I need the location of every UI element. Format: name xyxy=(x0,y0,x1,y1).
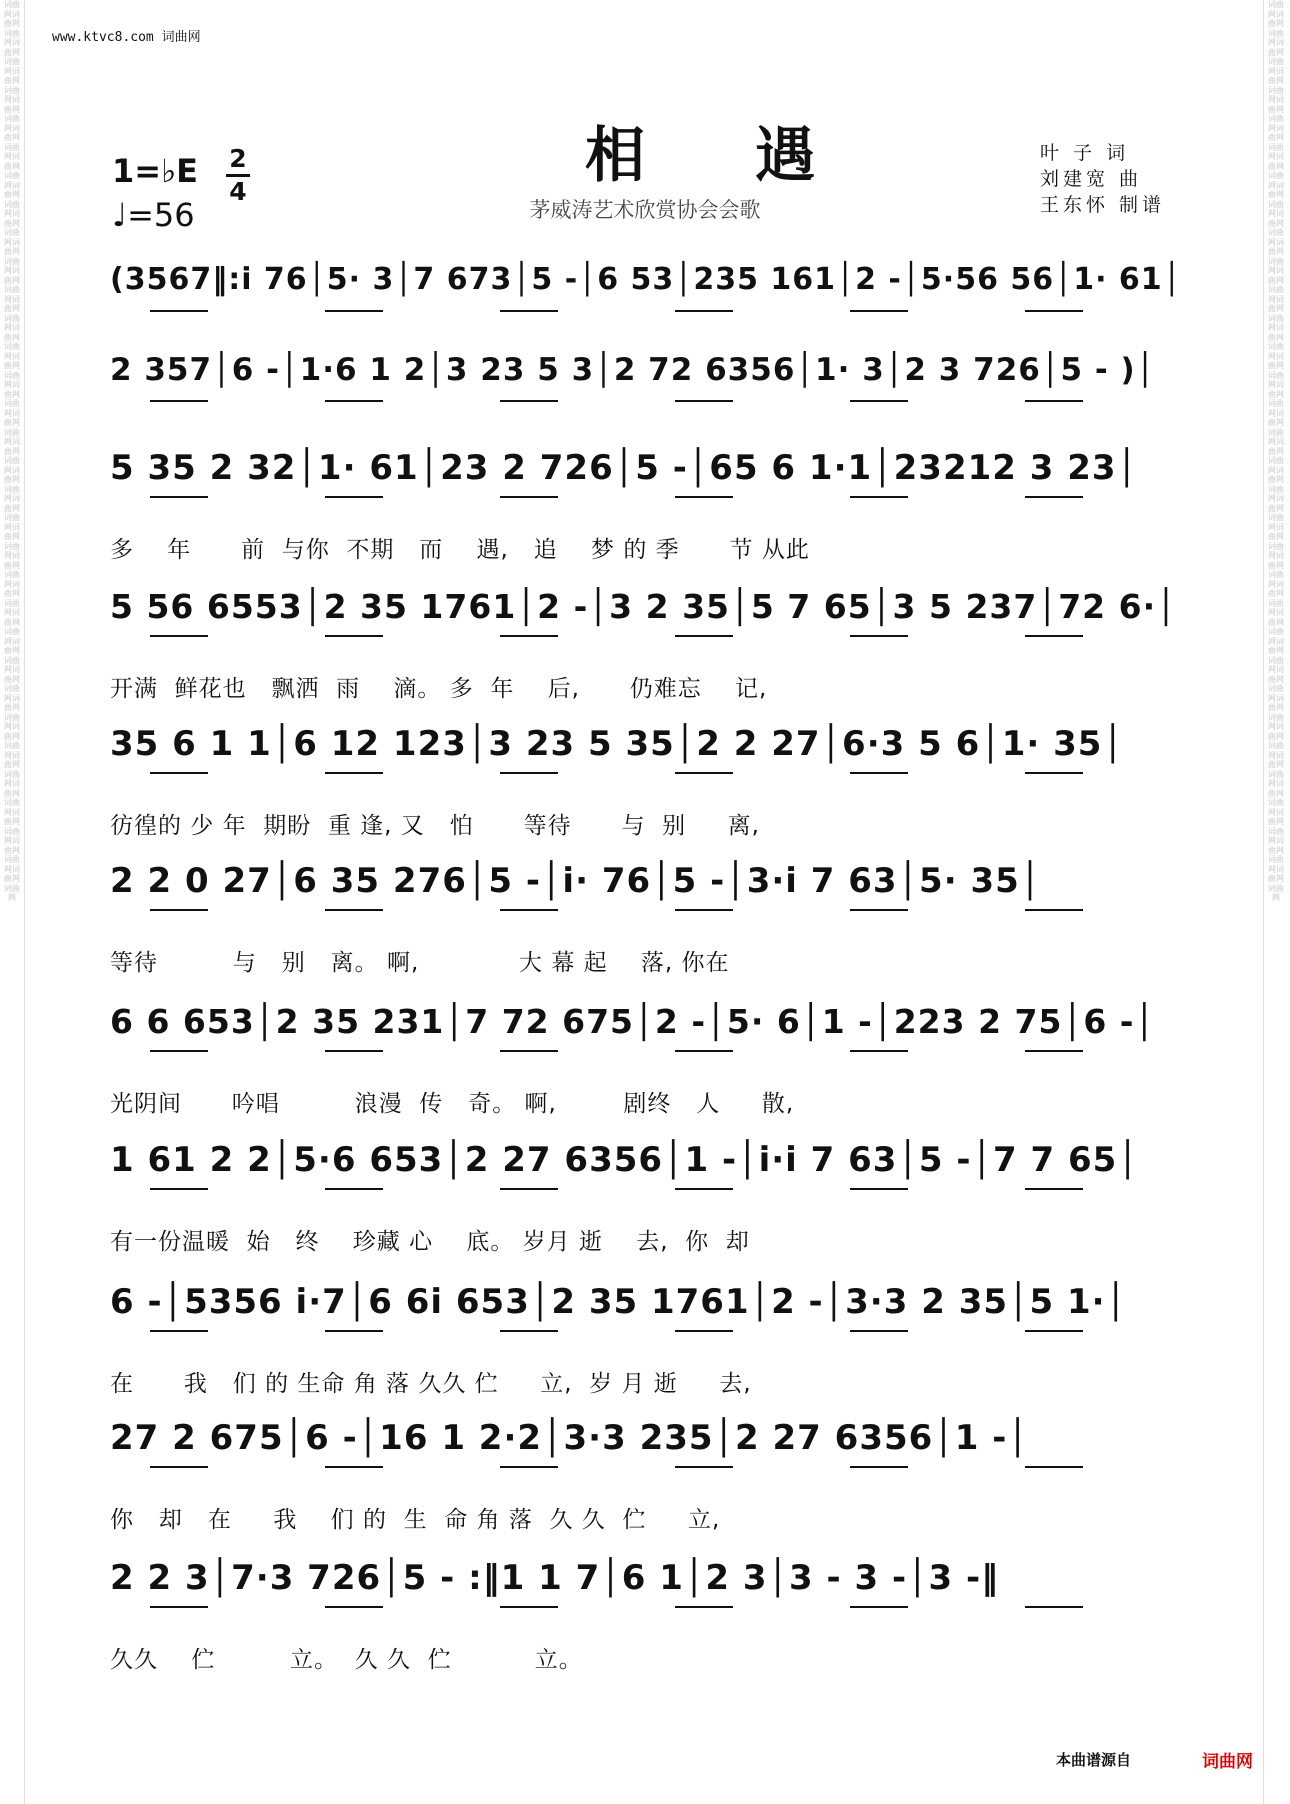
beam-underline xyxy=(150,1188,208,1190)
footer-source-label: 本曲谱源自 xyxy=(1056,1751,1132,1769)
beam-underline xyxy=(675,1606,733,1608)
beam-underline xyxy=(675,772,733,774)
beam-underline xyxy=(150,310,208,312)
beam-underline xyxy=(150,1466,208,1468)
footer-site-link[interactable]: 词曲网 xyxy=(1202,1752,1253,1772)
beam-underline xyxy=(850,1466,908,1468)
beam-underline xyxy=(325,1050,383,1052)
beam-underline xyxy=(675,909,733,911)
time-signature xyxy=(226,146,250,205)
lyrics-line: 多 年 前 与你 不期 而 遇, 追 梦 的 季 节 从此 xyxy=(110,537,810,563)
beam-underline xyxy=(150,1606,208,1608)
beam-underline xyxy=(150,496,208,498)
notation-line: 6 6 653│2 35 231│7 72 675│2 -│5· 6│1 -│223 2 75│6 -│ xyxy=(110,1002,1156,1041)
beam-underline xyxy=(500,1050,558,1052)
beam-underline xyxy=(500,310,558,312)
beam-underline xyxy=(850,496,908,498)
right-margin-watermark: 词曲网词曲网词曲网词曲网词曲网词曲网词曲网词曲网词曲网词曲网词曲网词曲网词曲网词曲网词曲网词曲网词曲网词曲网词曲网词曲网词曲网词曲网词曲网词曲网词曲网词曲网词曲网词曲网词曲网词曲网词曲网词曲网词曲网词曲网词曲网词曲网词曲网词曲网词曲网词曲网词曲网词曲网词曲网词曲网词曲网词曲网词曲网词曲网词曲网词曲网词曲网词曲网词曲网词曲网词曲网词曲网词曲网词曲网词曲网词曲网词曲网词曲网词曲网 xyxy=(1268,0,1284,902)
beam-underline xyxy=(325,1330,383,1332)
right-margin-line xyxy=(1263,0,1264,1804)
notation-line: 5 56 6553│2 35 1761│2 -│3 2 35│5 7 65│3 5 237│72 6·│ xyxy=(110,587,1177,626)
notation-line: 35 6 1 1│6 12 123│3 23 5 35│2 2 27│6·3 5 6│1· 35│ xyxy=(110,724,1124,764)
notation-line: 1 61 2 2│5·6 653│2 27 6356│1 -│i̇·i̇ 7 63│5 -│7 7 65│ xyxy=(110,1140,1139,1180)
notation-line: 2 2 3│7·3 726│5 - :‖1 1 7│6 1│2 3│3 - 3 -│3 -‖ xyxy=(110,1558,1000,1598)
notation-line: 2 357│6 -│1·6 1 2│3 23 5 3│2 72 6356│1· 3│2 3 726│5 - )│ xyxy=(110,352,1156,388)
key-signature: 1=♭E xyxy=(112,152,199,190)
beam-underline xyxy=(150,909,208,911)
beam-underline xyxy=(675,1050,733,1052)
beam-underline xyxy=(325,400,383,402)
beam-underline xyxy=(675,635,733,637)
beam-underline xyxy=(500,1330,558,1332)
beam-underline xyxy=(325,310,383,312)
beam-underline xyxy=(850,1050,908,1052)
lyrics-line: 彷徨的 少 年 期盼 重 逢, 又 怕 等待 与 别 离, xyxy=(110,813,760,839)
beam-underline xyxy=(150,772,208,774)
beam-underline xyxy=(850,1188,908,1190)
beam-underline xyxy=(1025,1466,1083,1468)
beam-underline xyxy=(675,400,733,402)
beam-underline xyxy=(1025,310,1083,312)
beam-underline xyxy=(325,1466,383,1468)
beam-underline xyxy=(675,1466,733,1468)
beam-underline xyxy=(150,1330,208,1332)
beam-underline xyxy=(325,635,383,637)
beam-underline xyxy=(325,1606,383,1608)
credit-composer: 刘建宽 曲 xyxy=(1040,168,1143,190)
beam-underline xyxy=(500,1466,558,1468)
beam-underline xyxy=(325,496,383,498)
credit-lyricist: 叶 子 词 xyxy=(1040,142,1130,164)
beam-underline xyxy=(1025,400,1083,402)
beam-underline xyxy=(850,909,908,911)
beam-underline xyxy=(150,635,208,637)
beam-underline xyxy=(1025,496,1083,498)
beam-underline xyxy=(500,635,558,637)
credit-transcriber: 王东怀 制谱 xyxy=(1040,194,1166,216)
beam-underline xyxy=(675,310,733,312)
notation-line: 6 -│5356 i̇·7│6 6i̇ 653│2 35 1761│2 -│3·3 2 35│5 1·│ xyxy=(110,1282,1128,1322)
credits xyxy=(1040,140,1165,218)
lyrics-line: 光阴间 吟唱 浪漫 传 奇。 啊, 剧终 人 散, xyxy=(110,1091,795,1117)
beam-underline xyxy=(850,310,908,312)
beam-underline xyxy=(1025,1606,1083,1608)
beam-underline xyxy=(675,1188,733,1190)
beam-underline xyxy=(1025,1050,1083,1052)
beam-underline xyxy=(1025,635,1083,637)
notation-line: 2 2 0 27│6 35 276│5 -│i̇· 76│5 -│3·i̇ 7 63│5· 35│ xyxy=(110,861,1042,901)
beam-underline xyxy=(325,1188,383,1190)
beam-underline xyxy=(850,1606,908,1608)
time-signature-bottom: 4 xyxy=(229,177,247,206)
beam-underline xyxy=(500,772,558,774)
beam-underline xyxy=(1025,1330,1083,1332)
beam-underline xyxy=(1025,772,1083,774)
beam-underline xyxy=(325,772,383,774)
beam-underline xyxy=(675,496,733,498)
beam-underline xyxy=(150,400,208,402)
lyrics-line: 在 我 们 的 生命 角 落 久久 伫 立, 岁 月 逝 去, xyxy=(110,1371,752,1397)
left-margin-watermark: 词曲网词曲网词曲网词曲网词曲网词曲网词曲网词曲网词曲网词曲网词曲网词曲网词曲网词曲网词曲网词曲网词曲网词曲网词曲网词曲网词曲网词曲网词曲网词曲网词曲网词曲网词曲网词曲网词曲网词曲网词曲网词曲网词曲网词曲网词曲网词曲网词曲网词曲网词曲网词曲网词曲网词曲网词曲网词曲网词曲网词曲网词曲网词曲网词曲网词曲网词曲网词曲网词曲网词曲网词曲网词曲网词曲网词曲网词曲网词曲网词曲网词曲网词曲网 xyxy=(4,0,20,902)
beam-underline xyxy=(500,496,558,498)
lyrics-line: 有一份温暖 始 终 珍藏 心 底。 岁月 逝 去, 你 却 xyxy=(110,1229,750,1255)
notation-line: 27 2 675│6 -│16 1 2·2│3·3 235│2 27 6356│1 -│ xyxy=(110,1418,1029,1458)
notation-line: (3567‖:i̇ 76│5· 3│7 673│5 -│6 53│235 161│2 -│5·56 56│1· 61│ xyxy=(110,262,1182,297)
beam-underline xyxy=(850,400,908,402)
beam-underline xyxy=(675,1330,733,1332)
song-subtitle: 茅威涛艺术欣赏协会会歌 xyxy=(529,198,761,222)
site-url[interactable]: www.ktvc8.com 词曲网 xyxy=(52,30,201,45)
beam-underline xyxy=(1025,909,1083,911)
beam-underline xyxy=(325,909,383,911)
beam-underline xyxy=(500,909,558,911)
beam-underline xyxy=(1025,1188,1083,1190)
beam-underline xyxy=(850,635,908,637)
beam-underline xyxy=(150,1050,208,1052)
beam-underline xyxy=(500,400,558,402)
lyrics-line: 久久 伫 立。 久 久 伫 立。 xyxy=(110,1647,583,1673)
time-signature-top: 2 xyxy=(229,144,247,173)
beam-underline xyxy=(500,1606,558,1608)
left-margin-line xyxy=(24,0,25,1804)
lyrics-line: 你 却 在 我 们 的 生 命 角 落 久 久 伫 立, xyxy=(110,1507,721,1533)
beam-underline xyxy=(850,772,908,774)
song-title: 相遇 xyxy=(585,121,925,191)
lyrics-line: 开满 鲜花也 飘洒 雨 滴。 多 年 后, 仍难忘 记, xyxy=(110,676,768,702)
tempo-marking: ♩=56 xyxy=(112,196,195,234)
notation-line: 5 35 2 32│1· 61│23 2 726│5 -│65 6 1·1│23212 3 23│ xyxy=(110,448,1139,488)
lyrics-line: 等待 与 别 离。 啊, 大 幕 起 落, 你在 xyxy=(110,950,730,976)
beam-underline xyxy=(500,1188,558,1190)
beam-underline xyxy=(850,1330,908,1332)
